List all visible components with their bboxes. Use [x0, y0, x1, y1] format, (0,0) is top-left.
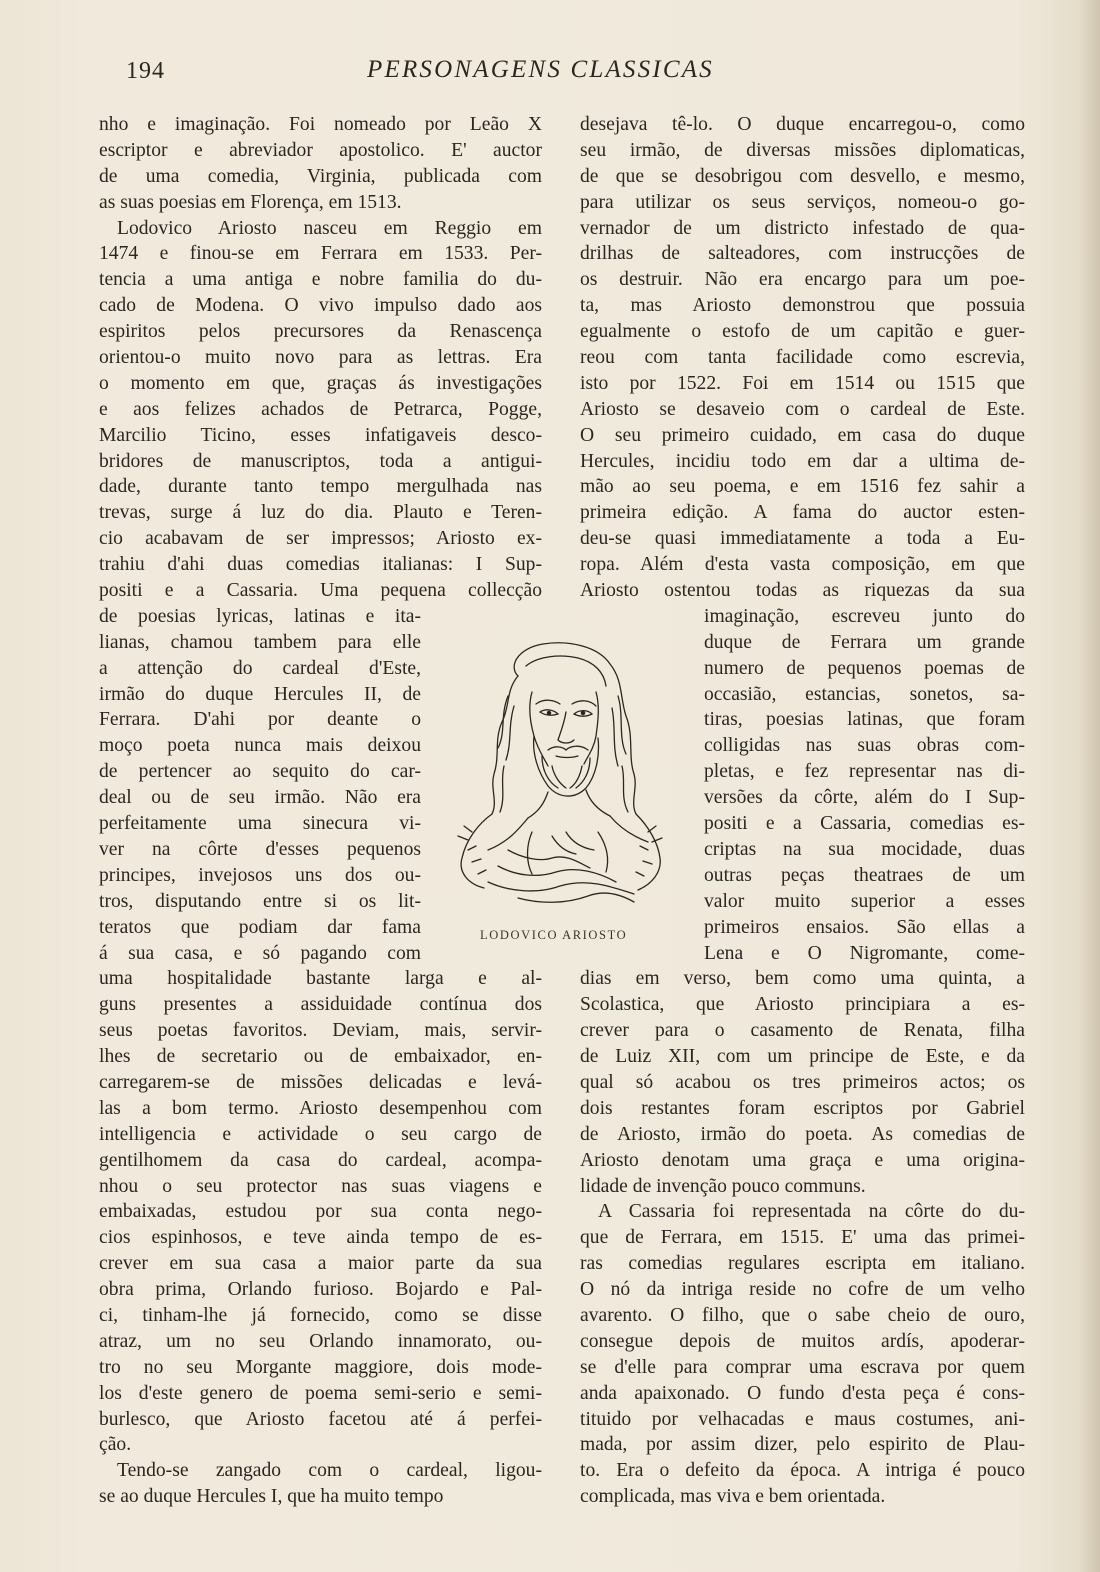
text-line: seu irmão, de diversas missões diplomaticas,	[580, 139, 1025, 161]
text-line: espiritos pelos precursores da Renascença	[99, 321, 542, 343]
text-line: A Cassaria foi representada na côrte do du-	[598, 1201, 1025, 1223]
text-line: to. Era o defeito da época. A intriga é pouco	[580, 1460, 1025, 1482]
text-line: se ao duque Hercules I, que ha muito tempo	[99, 1486, 444, 1508]
text-line: de pertencer ao sequito do car-	[99, 761, 421, 783]
text-line: primeiros ensaios. São ellas a	[704, 916, 1025, 938]
text-line: ver na côrte d'esses pequenos	[99, 838, 421, 860]
text-line: O seu primeiro cuidado, em casa do duque	[580, 424, 1025, 446]
text-line: desejava tê-lo. O duque encarregou-o, como	[580, 114, 1025, 135]
text-line: se d'elle para comprar uma escrava por quem	[580, 1356, 1025, 1378]
text-line: tituido por velhacadas e maus costumes, ani-	[580, 1408, 1025, 1430]
text-line: drilhas de salteadores, com instrucções de	[580, 243, 1025, 265]
portrait-caption: LODOVICO ARIOSTO	[480, 928, 628, 942]
text-line: Ariosto denotam uma graça e uma origina-	[580, 1149, 1025, 1171]
text-line: los d'este genero de poema semi-serio e semi-	[99, 1382, 542, 1404]
text-line: trevas, surge á luz do dia. Plauto e Teren-	[99, 502, 542, 524]
text-line: tros, disputando entre si os lit-	[99, 890, 421, 912]
text-line: qual só acabou os tres primeiros actos; os	[580, 1071, 1025, 1093]
text-line: a attenção do cardeal d'Este,	[99, 657, 421, 679]
text-line: ção.	[99, 1434, 132, 1456]
portrait-illustration	[448, 636, 668, 948]
text-line: isto por 1522. Foi em 1514 ou 1515 que	[580, 372, 1025, 394]
text-line: uma hospitalidade bastante larga e al-	[99, 968, 542, 990]
text-line: O nó da intriga reside no cofre de um velho	[580, 1279, 1025, 1301]
text-line: Ariosto ostentou todas as riquezas da sua	[580, 580, 1025, 602]
text-line: consegue depois de muitos ardís, apoderar-	[580, 1330, 1025, 1352]
text-line: os destruir. Não era encargo para um poe-	[580, 269, 1025, 291]
text-line: mada, por assim dizer, pelo espirito de Plau-	[580, 1434, 1025, 1456]
text-line: dade, durante tanto tempo mergulhada nas	[99, 476, 542, 498]
text-line: complicada, mas viva e bem orientada.	[580, 1486, 886, 1508]
text-line: seus poetas favoritos. Deviam, mais, servir-	[99, 1020, 542, 1042]
text-line: positi e a Cassaria, comedias es-	[704, 813, 1025, 835]
text-line: as suas poesias em Florença, em 1513.	[99, 191, 402, 213]
text-line: Lena e O Nigromante, come-	[704, 942, 1025, 964]
text-line: nhou o seu protector nas suas viagens e	[99, 1175, 542, 1197]
text-line: Tendo-se zangado com o cardeal, ligou-	[117, 1460, 542, 1482]
text-line: primeira edição. A fama do auctor esten-	[580, 502, 1025, 524]
text-line: moço poeta nunca mais deixou	[99, 735, 421, 757]
text-line: cado de Modena. O vivo impulso dado aos	[99, 295, 542, 317]
text-line: deu-se quasi immediatamente a toda a Eu-	[580, 528, 1025, 550]
text-line: de Luiz XII, com um principe de Este, e da	[580, 1046, 1025, 1068]
text-line: Scolastica, que Ariosto principiara a es-	[580, 994, 1025, 1016]
text-line: teratos que podiam dar fama	[99, 916, 421, 938]
text-line: egualmente o estofo de um capitão e guer-	[580, 321, 1025, 343]
text-line: o momento em que, graças ás investigações	[99, 372, 542, 394]
text-line: trahiu d'ahi duas comedias italianas: I Sup-	[99, 554, 542, 576]
text-line: mão ao seu poema, e em 1516 fez sahir a	[580, 476, 1025, 498]
text-line: ropa. Além d'esta vasta composição, em que	[580, 554, 1025, 576]
text-line: lidade de invenção pouco communs.	[580, 1175, 866, 1197]
text-line: burlesco, que Ariosto facetou até á perfei-	[99, 1408, 542, 1430]
text-line: anda apaixonado. O fundo d'esta peça é cons-	[580, 1382, 1025, 1404]
text-line: que de Ferrara, em 1515. E' uma das primei-	[580, 1227, 1025, 1249]
text-line: irmão do duque Hercules II, de	[99, 683, 421, 705]
text-line: crever em sua casa a maior parte da sua	[99, 1253, 542, 1275]
text-line: numero de pequenos poemas de	[704, 657, 1025, 679]
text-line: tro no seu Morgante maggiore, dois mode-	[99, 1356, 542, 1378]
text-line: imaginação, escreveu junto do	[704, 605, 1025, 627]
text-line: Marcilio Ticino, esses infatigaveis desco-	[99, 424, 542, 446]
text-line: nho e imaginação. Foi nomeado por Leão X	[99, 114, 542, 135]
text-line: escriptor e abreviador apostolico. E' auctor	[99, 139, 542, 161]
text-line: ta, mas Ariosto demonstrou que possuia	[580, 295, 1025, 317]
text-line: deal ou de seu irmão. Não era	[99, 787, 421, 809]
text-line: lhes de secretario ou de embaixador, en-	[99, 1046, 542, 1068]
text-line: Ferrara. D'ahi por deante o	[99, 709, 421, 731]
page-edge-shadow	[1078, 0, 1100, 1572]
text-line: ras comedias regulares escripta em italiano.	[580, 1253, 1025, 1275]
text-line: pletas, e fez representar nas di-	[704, 761, 1025, 783]
text-line: occasião, estancias, sonetos, sa-	[704, 683, 1025, 705]
text-line: perfeitamente uma sinecura vi-	[99, 813, 421, 835]
text-line: crever para o casamento de Renata, filha	[580, 1020, 1025, 1042]
text-line: outras peças theatraes de um	[704, 864, 1025, 886]
text-line: de uma comedia, Virginia, publicada com	[99, 165, 542, 187]
text-line: de que se desobrigou com desvello, e mesmo,	[580, 165, 1025, 187]
text-line: Lodovico Ariosto nasceu em Reggio em	[117, 217, 542, 239]
text-line: tiras, poesias latinas, que foram	[704, 709, 1025, 731]
text-line: e aos felizes achados de Petrarca, Pogge,	[99, 398, 542, 420]
text-line: lianas, chamou tambem para elle	[99, 631, 421, 653]
text-line: Ariosto se desaveio com o cardeal de Este.	[580, 398, 1025, 420]
text-line: dias em verso, bem como uma quinta, a	[580, 968, 1025, 990]
text-line: á sua casa, e só pagando com	[99, 942, 421, 964]
text-line: valor muito superior a esses	[704, 890, 1025, 912]
text-line: duque de Ferrara um grande	[704, 631, 1025, 653]
text-line: carregarem-se de missões delicadas e levá-	[99, 1071, 542, 1093]
text-line: cio acabavam de ser impressos; Ariosto ex-	[99, 528, 542, 550]
text-line: bridores de manuscriptos, toda a antigui-	[99, 450, 542, 472]
text-line: embaixadas, estudou por sua conta nego-	[99, 1201, 542, 1223]
text-line: vernador de um districto infestado de qua-	[580, 217, 1025, 239]
text-line: avarento. O filho, que o sabe cheio de ouro,	[580, 1304, 1025, 1326]
text-line: reou com tanta facilidade como escrevia,	[580, 347, 1025, 369]
text-line: orientou-o muito novo para as lettras. Era	[99, 347, 542, 369]
text-line: criptas na sua mocidade, duas	[704, 838, 1025, 860]
text-line: cios espinhosos, e teve ainda tempo de es-	[99, 1227, 542, 1249]
text-line: las a bom termo. Ariosto desempenhou com	[99, 1097, 542, 1119]
text-line: para utilizar os seus serviços, nomeou-o go-	[580, 191, 1025, 213]
text-line: gentilhomem da casa do cardeal, acompa-	[99, 1149, 542, 1171]
text-line: versões da côrte, além do I Sup-	[704, 787, 1025, 809]
text-line: Hercules, incidiu todo em dar a ultima de-	[580, 450, 1025, 472]
page-number: 194	[126, 58, 165, 84]
text-line: positi e a Cassaria. Uma pequena collecção	[99, 580, 542, 602]
text-line: ci, tinham-lhe já fornecido, como se disse	[99, 1304, 542, 1326]
running-title: PERSONAGENS CLASSICAS	[367, 56, 714, 83]
ariosto-portrait-engraving	[448, 636, 668, 926]
text-line: intelligencia e actividade o seu cargo de	[99, 1123, 542, 1145]
text-line: principes, invejosos uns dos ou-	[99, 864, 421, 886]
text-line: 1474 e finou-se em Ferrara em 1533. Per-	[99, 243, 542, 265]
text-line: obra prima, Orlando furioso. Bojardo e Pal-	[99, 1279, 542, 1301]
text-line: de poesias lyricas, latinas e ita-	[99, 605, 421, 627]
text-line: colligidas nas suas obras com-	[704, 735, 1025, 757]
text-line: de Ariosto, irmão do poeta. As comedias de	[580, 1123, 1025, 1145]
text-line: tencia a uma antiga e nobre familia do du-	[99, 269, 542, 291]
text-line: dois restantes foram escriptos por Gabriel	[580, 1097, 1025, 1119]
text-line: atraz, um no seu Orlando innamorato, ou-	[99, 1330, 542, 1352]
text-line: guns presentes a assiduidade contínua dos	[99, 994, 542, 1016]
